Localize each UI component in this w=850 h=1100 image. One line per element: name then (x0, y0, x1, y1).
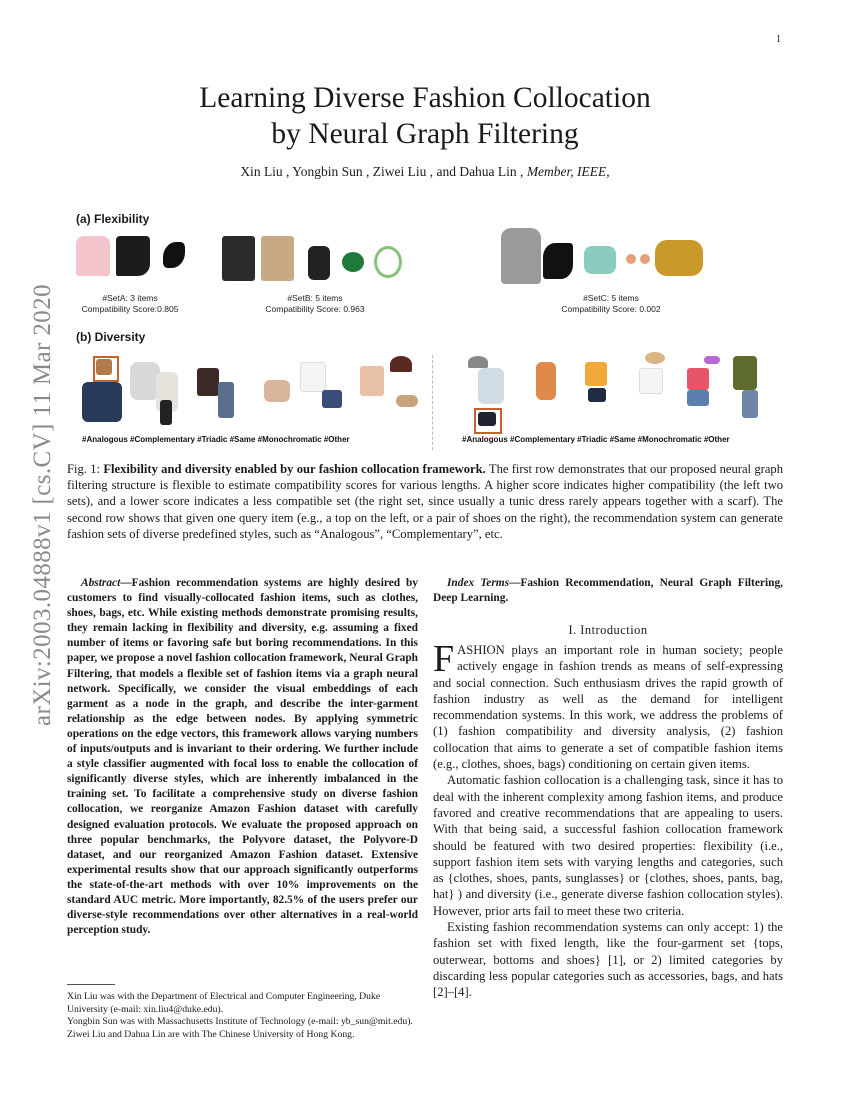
dress-item (501, 228, 541, 284)
jeans-item (742, 390, 758, 418)
set-score: Compatibility Score:0.805 (81, 304, 179, 314)
bracelet-item (342, 252, 364, 272)
heels-item (543, 243, 573, 279)
tee-item (300, 362, 326, 392)
dropcap: F (433, 638, 455, 680)
tee-item (639, 368, 663, 394)
index-terms-label: Index Terms (447, 577, 510, 589)
figure-label-a: (a) Flexibility (76, 212, 150, 226)
page-number: 1 (776, 34, 781, 45)
caption-text: The first row demonstrates that our proposed neural graph filtering structure is flexible to estimate compatibility scores for various lengths. A higher score indicates higher compatibility (the left two sets), and a lower score indicates a less compatible set (the right set, since usually a tunic dress rarely appears together with a scarf). The second row shows that given one query item (e.g., a top on the left, or a pair of shoes on the right), the recommendation system can generate fashion sets of diverse predefined styles, such as “Analogous”, “Complementary”, etc. (67, 462, 783, 541)
author-list (60, 164, 790, 180)
title-line-2: by Neural Graph Filtering (271, 118, 579, 150)
jeans-item (218, 382, 234, 418)
set-b-caption (250, 293, 380, 315)
footnote: Ziwei Liu and Dahua Lin are with The Chinese University of Hong Kong. (67, 1028, 355, 1040)
set-name: #SetA: 3 items (102, 293, 158, 303)
footnote: Xin Liu was with the Department of Electrical and Computer Engineering, Duke University (e-mail: xin.liu4@duke.edu). (67, 991, 381, 1015)
skirt-item (261, 236, 294, 281)
set-name: #SetC: 5 items (583, 293, 639, 303)
dress-item (536, 362, 556, 400)
arxiv-id: arXiv:2003.04888v1 [cs.CV] 11 Mar 2020 (29, 284, 56, 726)
bag-item (308, 246, 330, 280)
jacket-item (197, 368, 219, 396)
abstract-label: Abstract (81, 577, 121, 589)
handbag-item (584, 246, 616, 274)
hat-item (468, 356, 488, 368)
necklace-item (374, 246, 402, 278)
earring-item (626, 254, 636, 264)
jeans-item (82, 382, 122, 422)
style-tags-right: #Analogous #Complementary #Triadic #Same #Monochromatic #Other (462, 435, 730, 444)
intro-paragraph-2: Automatic fashion collocation is a challenging task, since it has to deal with the inherent complexity among fashion items, and produce favored and creative recommendations that are appealing to users. With that being said, a successful fashion collocation framework should be featured with two desired properties: flexibility (i.e., support fashion item sets with varying lengths and categories, such as {clothes, shoes, pants, sunglasses} or {clothes, shoes, pants, bag, hat} ) and diversity (i.e., generate diverse fashion collocation styles). However, prior arts fail to meet these two criteria. (433, 773, 783, 918)
set-score: Compatibility Score: 0.002 (561, 304, 661, 314)
introduction-body (433, 638, 783, 1001)
blouse-item (360, 366, 384, 396)
figure-label-b: (b) Diversity (76, 330, 146, 344)
blouse-item (76, 236, 110, 276)
abstract-text: —Fashion recommendation systems are highly desired by customers to find visually-collocated fashion items, such as clothes, shoes, bags, etc. While existing methods demonstrate promising results, they remain lacking in flexibility and diversity, e.g. assuming a fixed number of items or favoring safe but boring recommendations. In this paper, we propose a novel fashion collocation framework, Neural Graph Filtering, that models a flexible set of fashion items via a graph neural network. Specifically, we consider the visual embeddings of each garment as a node in the graph, and describe the inter-garment relationship as the edge between nodes. By applying symmetric operations on the edge vectors, this framework allows varying numbers of inputs/outputs and is invariant to their ordering. We further include a style classifier augmented with focal loss to enable the collocation of significantly diverse styles, which are inherently imbalanced in the training set. To facilitate a comprehensive study on diverse fashion collocation, we reorganize Amazon Fashion dataset with carefully designed evaluation protocols. We evaluate the proposed approach on three popular benchmarks, the Polyvore dataset, the Polyvore-D dataset, and our reorganized Amazon Fashion dataset. Extensive experimental results show that our approach significantly outperforms the state-of-the-art methods with over 10% improvements on the standard AUC metric. More importantly, 82.5% of the users prefer our diverse-style recommendations over other alternatives in a real-world perception study. (67, 577, 418, 937)
socks-item (160, 400, 172, 425)
intro-paragraph-1 (433, 638, 783, 772)
shorts-item (322, 390, 342, 408)
pants-item (116, 236, 150, 276)
paper-title (60, 80, 790, 152)
set-c-caption (546, 293, 676, 315)
footnote-rule (67, 984, 115, 985)
dress-item (478, 368, 504, 404)
sunglasses-item (704, 356, 720, 364)
hat-item (645, 352, 665, 364)
title-line-1: Learning Diverse Fashion Collocation (199, 82, 651, 114)
top-item (222, 236, 255, 281)
intro-p1-text: ASHION plays an important role in human society; people actively engage in fashion trends as means of self-expressing and social connection. Such enthusiasm drives the rapid growth of fashion industry as well as the demand for intelligent recommendation systems. In this work, we address the problems of (1) fashion compatibility and diversity analysis, (2) fashion collocation that aims to generate a set of compatible fashion items (e.g., clothes, shoes, bags) conditioning on certain given items. (433, 643, 783, 772)
intro-paragraph-3: Existing fashion recommendation systems can only accept: 1) the fashion set with fixed length, like the four-garment set {tops, outerwear, bottoms and shoes} [1], or 2) limited categories by discarding less popular categories such as accessories, bags, and hats [2]–[4]. (433, 920, 783, 1000)
query-top-item (96, 359, 112, 375)
caption-bold: Flexibility and diversity enabled by our fashion collocation framework. (103, 462, 486, 476)
figure-caption (67, 461, 783, 542)
shorts-item (588, 388, 606, 402)
query-shoes-item (478, 412, 496, 426)
caption-label: Fig. 1: (67, 462, 101, 476)
authors: Xin Liu , Yongbin Sun , Ziwei Liu , and Dahua Lin , (240, 164, 524, 179)
section-heading: I. Introduction (568, 623, 648, 637)
authors-suffix: Member, IEEE, (526, 164, 610, 179)
top-item (585, 362, 607, 386)
index-terms (433, 576, 783, 606)
index-terms-text: —Fashion Recommendation, Neural Graph Filtering, Deep Learning. (433, 577, 783, 604)
set-score: Compatibility Score: 0.963 (265, 304, 365, 314)
hat-item (390, 356, 412, 372)
footnotes (67, 991, 418, 1041)
shoes-item (163, 242, 185, 268)
jacket-item (733, 356, 757, 390)
style-tags-left: #Analogous #Complementary #Triadic #Same #Monochromatic #Other (82, 435, 350, 444)
scarf-item (655, 240, 703, 276)
footnote: Yongbin Sun was with Massachusetts Institute of Technology (e-mail: yb_sun@mit.edu). (67, 1016, 413, 1027)
figure-divider (432, 355, 433, 450)
earring-item (640, 254, 650, 264)
skirt-item (264, 380, 290, 402)
abstract (67, 576, 418, 938)
skirt-item (687, 390, 709, 406)
shoes-item (396, 395, 418, 407)
top-item (687, 368, 709, 390)
set-a-caption (70, 293, 190, 315)
set-name: #SetB: 5 items (287, 293, 343, 303)
